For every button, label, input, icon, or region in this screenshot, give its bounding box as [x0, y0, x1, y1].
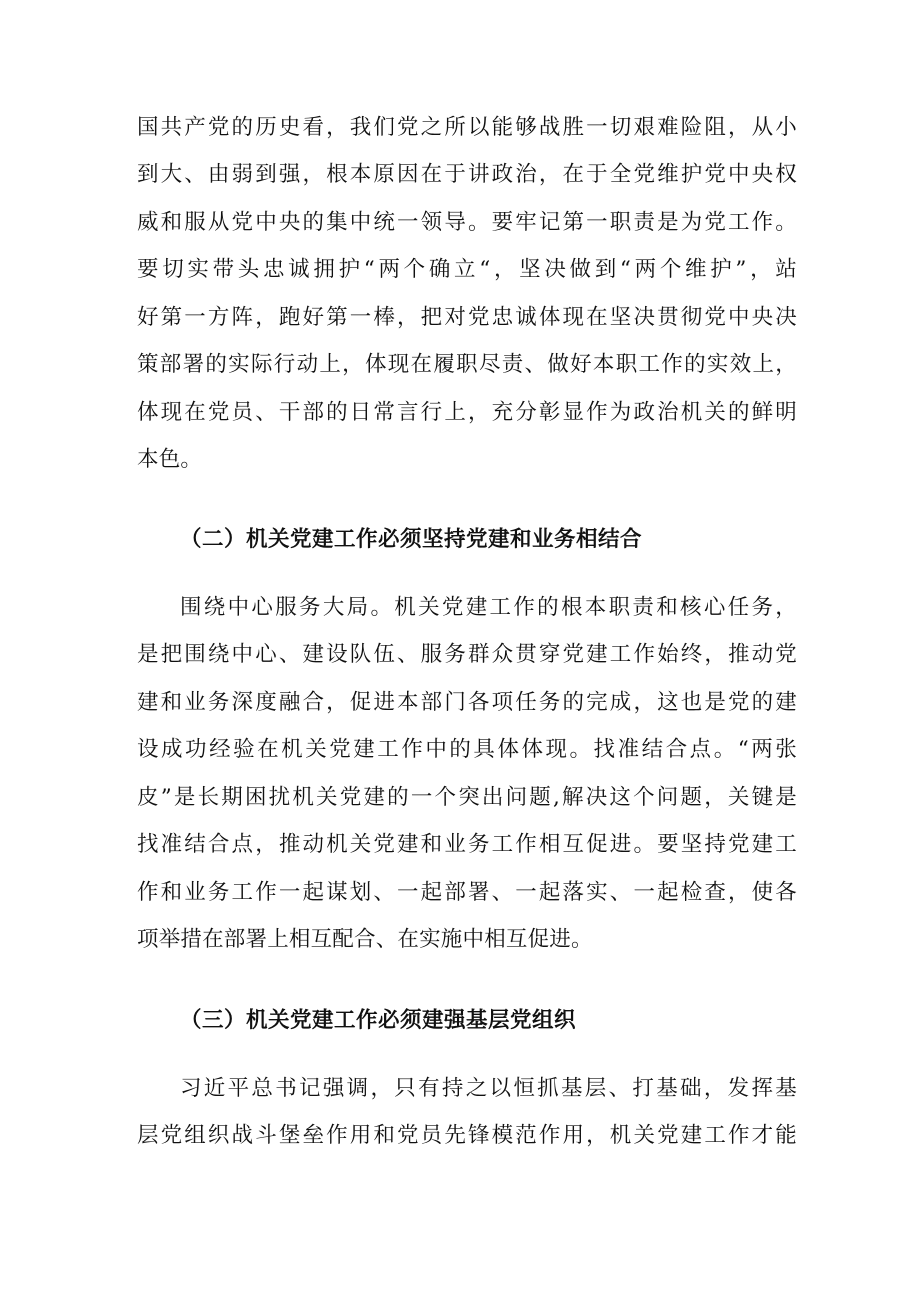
text-line: 作和业务工作一起谋划、一起部署、一起落实、一起检查，使各: [137, 880, 797, 905]
text-line: 皮”是长期困扰机关党建的一个突出问题,解决这个问题，关键是: [137, 785, 797, 810]
text-line: 项举措在部署上相互配合、在实施中相互促进。: [137, 927, 593, 952]
text-line: 层党组织战斗堡垒作用和党员先锋模范作用，机关党建工作才能: [137, 1123, 797, 1148]
section-heading-3: （三）机关党建工作必须建强基层党组织: [180, 1008, 577, 1033]
text-line: 到大、由弱到强，根本原因在于讲政治，在于全党维护党中央权: [137, 162, 797, 187]
text-line: 习近平总书记强调，只有持之以恒抓基层、打基础，发挥基: [180, 1076, 797, 1101]
text-line: 国共产党的历史看，我们党之所以能够战胜一切艰难险阻，从小: [137, 115, 797, 140]
text-line: 是把围绕中心、建设队伍、服务群众贯穿党建工作始终，推动党: [137, 642, 797, 667]
text-line: 围绕中心服务大局。机关党建工作的根本职责和核心任务，: [180, 595, 797, 620]
text-line: 策部署的实际行动上，体现在履职尽责、做好本职工作的实效上，: [137, 352, 797, 377]
text-line: 好第一方阵，跑好第一棒，把对党忠诚体现在坚决贯彻党中央决: [137, 305, 797, 330]
text-line: 设成功经验在机关党建工作中的具体体现。找准结合点。“两张: [137, 737, 797, 762]
text-line: 要切实带头忠诚拥护“两个确立“，坚决做到“两个维护”，站: [137, 257, 797, 282]
text-line: 威和服从党中央的集中统一领导。要牢记第一职责是为党工作。: [137, 210, 797, 235]
text-line: 体现在党员、干部的日常言行上，充分彰显作为政治机关的鲜明: [137, 400, 797, 425]
text-line: 本色。: [137, 447, 203, 472]
text-line: 建和业务深度融合，促进本部门各项任务的完成，这也是党的建: [137, 690, 797, 715]
section-heading-2: （二）机关党建工作必须坚持党建和业务相结合: [180, 527, 643, 552]
text-line: 找准结合点，推动机关党建和业务工作相互促进。要坚持党建工: [137, 832, 797, 857]
